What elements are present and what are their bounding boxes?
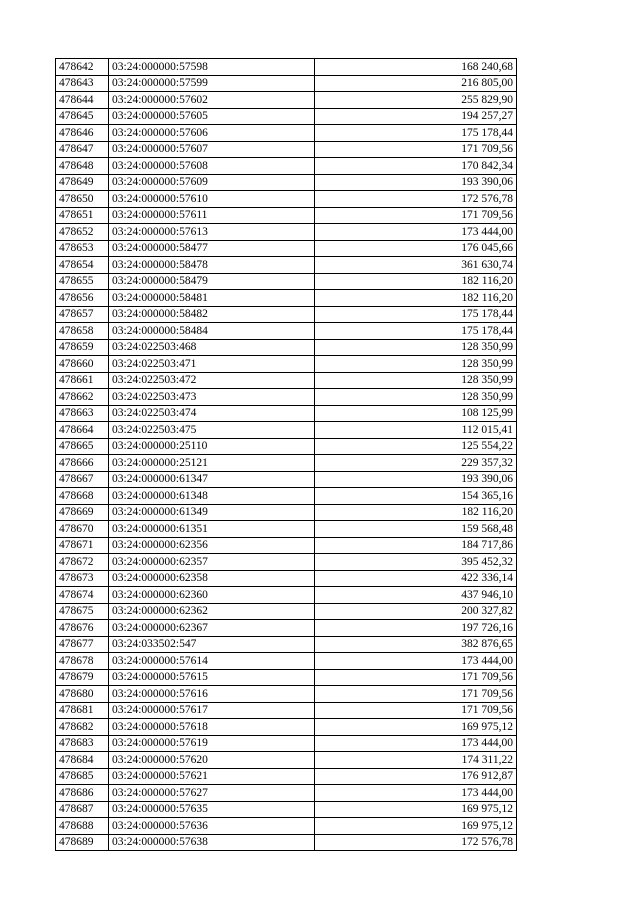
table-row [56,636,517,653]
table-row [56,504,517,521]
cadastral-value-cell: 173 444,00 [315,785,517,802]
table-row [56,257,517,274]
table-row [56,488,517,505]
table-row [56,834,517,851]
row-id-cell: 478647 [56,141,109,158]
table-row [56,702,517,719]
row-id-cell: 478654 [56,257,109,274]
row-id-cell: 478663 [56,405,109,422]
cadastral-value-cell: 382 876,65 [315,636,517,653]
table-row [56,768,517,785]
table-row [56,438,517,455]
cadastral-value-cell: 128 350,99 [315,339,517,356]
table-row [56,158,517,175]
row-id-cell: 478689 [56,834,109,851]
row-id-cell: 478683 [56,735,109,752]
cadastral-value-cell: 174 311,22 [315,752,517,769]
row-id-cell: 478652 [56,224,109,241]
cadastral-number-cell: 03:24:000000:58484 [109,323,315,340]
cadastral-value-cell: 176 045,66 [315,240,517,257]
cadastral-number-cell: 03:24:000000:57599 [109,75,315,92]
cadastral-number-cell: 03:24:000000:57616 [109,686,315,703]
cadastral-number-cell: 03:24:000000:57605 [109,108,315,125]
cadastral-number-cell: 03:24:000000:58482 [109,306,315,323]
cadastral-number-cell: 03:24:000000:58477 [109,240,315,257]
cadastral-number-cell: 03:24:000000:57620 [109,752,315,769]
cadastral-number-cell: 03:24:000000:25110 [109,438,315,455]
table-row [56,240,517,257]
cadastral-value-cell: 194 257,27 [315,108,517,125]
table-row [56,521,517,538]
row-id-cell: 478667 [56,471,109,488]
cadastral-number-cell: 03:24:000000:57638 [109,834,315,851]
cadastral-number-cell: 03:24:000000:57619 [109,735,315,752]
table-row [56,735,517,752]
cadastral-number-cell: 03:24:022503:472 [109,372,315,389]
cadastral-number-cell: 03:24:000000:61348 [109,488,315,505]
cadastral-number-cell: 03:24:000000:57608 [109,158,315,175]
cadastral-value-cell: 169 975,12 [315,719,517,736]
row-id-cell: 478688 [56,818,109,835]
cadastral-value-cell: 159 568,48 [315,521,517,538]
cadastral-value-cell: 395 452,32 [315,554,517,571]
cadastral-number-cell: 03:24:000000:61347 [109,471,315,488]
row-id-cell: 478672 [56,554,109,571]
table-row [56,471,517,488]
row-id-cell: 478677 [56,636,109,653]
table-row [56,405,517,422]
cadastral-value-cell: 182 116,20 [315,273,517,290]
cadastral-number-cell: 03:24:000000:57614 [109,653,315,670]
table-row [56,372,517,389]
cadastral-number-cell: 03:24:000000:57602 [109,92,315,109]
cadastral-value-cell: 361 630,74 [315,257,517,274]
row-id-cell: 478679 [56,669,109,686]
cadastral-number-cell: 03:24:000000:57611 [109,207,315,224]
table-row [56,75,517,92]
cadastral-value-cell: 173 444,00 [315,224,517,241]
row-id-cell: 478655 [56,273,109,290]
cadastral-number-cell: 03:24:000000:62362 [109,603,315,620]
cadastral-value-cell: 171 709,56 [315,702,517,719]
row-id-cell: 478666 [56,455,109,472]
row-id-cell: 478673 [56,570,109,587]
table-row [56,125,517,142]
row-id-cell: 478649 [56,174,109,191]
cadastral-value-cell: 173 444,00 [315,653,517,670]
table-row [56,455,517,472]
table-row [56,785,517,802]
table-row [56,92,517,109]
cadastral-number-cell: 03:24:000000:57598 [109,59,315,76]
cadastral-number-cell: 03:24:000000:61351 [109,521,315,538]
row-id-cell: 478644 [56,92,109,109]
row-id-cell: 478684 [56,752,109,769]
cadastral-value-cell: 216 805,00 [315,75,517,92]
cadastral-value-cell: 173 444,00 [315,735,517,752]
table-row [56,587,517,604]
cadastral-number-cell: 03:24:000000:58478 [109,257,315,274]
cadastral-number-cell: 03:24:000000:57607 [109,141,315,158]
cadastral-value-cell: 176 912,87 [315,768,517,785]
cadastral-value-cell: 171 709,56 [315,686,517,703]
table-row [56,686,517,703]
row-id-cell: 478687 [56,801,109,818]
row-id-cell: 478674 [56,587,109,604]
table-row [56,191,517,208]
cadastral-value-cell: 184 717,86 [315,537,517,554]
row-id-cell: 478668 [56,488,109,505]
cadastral-value-cell: 108 125,99 [315,405,517,422]
row-id-cell: 478645 [56,108,109,125]
cadastral-number-cell: 03:24:033502:547 [109,636,315,653]
table-row [56,570,517,587]
cadastral-number-cell: 03:24:000000:62367 [109,620,315,637]
cadastral-number-cell: 03:24:000000:57621 [109,768,315,785]
table-row [56,224,517,241]
cadastral-value-cell: 193 390,06 [315,471,517,488]
cadastral-number-cell: 03:24:000000:57613 [109,224,315,241]
cadastral-value-cell: 171 709,56 [315,669,517,686]
row-id-cell: 478642 [56,59,109,76]
row-id-cell: 478664 [56,422,109,439]
row-id-cell: 478665 [56,438,109,455]
row-id-cell: 478670 [56,521,109,538]
cadastral-value-cell: 154 365,16 [315,488,517,505]
cadastral-value-cell: 182 116,20 [315,290,517,307]
row-id-cell: 478671 [56,537,109,554]
cadastral-number-cell: 03:24:022503:471 [109,356,315,373]
table-row [56,339,517,356]
row-id-cell: 478659 [56,339,109,356]
table-row [56,752,517,769]
table-row [56,653,517,670]
cadastral-number-cell: 03:24:000000:25121 [109,455,315,472]
cadastral-number-cell: 03:24:000000:57617 [109,702,315,719]
table-row [56,273,517,290]
table-row [56,537,517,554]
cadastral-number-cell: 03:24:000000:62356 [109,537,315,554]
cadastral-value-cell: 170 842,34 [315,158,517,175]
cadastral-value-cell: 182 116,20 [315,504,517,521]
cadastral-number-cell: 03:24:022503:474 [109,405,315,422]
cadastral-value-cell: 128 350,99 [315,389,517,406]
row-id-cell: 478675 [56,603,109,620]
row-id-cell: 478658 [56,323,109,340]
cadastral-number-cell: 03:24:000000:62357 [109,554,315,571]
cadastral-value-cell: 112 015,41 [315,422,517,439]
table-row [56,290,517,307]
cadastral-number-cell: 03:24:022503:475 [109,422,315,439]
table-row [56,356,517,373]
table-row [56,389,517,406]
table-row [56,719,517,736]
table-row [56,306,517,323]
cadastral-value-cell: 128 350,99 [315,372,517,389]
row-id-cell: 478660 [56,356,109,373]
row-id-cell: 478676 [56,620,109,637]
cadastral-number-cell: 03:24:000000:62360 [109,587,315,604]
cadastral-value-cell: 197 726,16 [315,620,517,637]
cadastral-number-cell: 03:24:000000:57627 [109,785,315,802]
row-id-cell: 478651 [56,207,109,224]
cadastral-value-cell: 128 350,99 [315,356,517,373]
cadastral-value-cell: 172 576,78 [315,834,517,851]
cadastral-value-cell: 169 975,12 [315,801,517,818]
cadastral-value-cell: 422 336,14 [315,570,517,587]
cadastral-value-cell: 125 554,22 [315,438,517,455]
table-row [56,323,517,340]
cadastral-number-cell: 03:24:000000:57609 [109,174,315,191]
row-id-cell: 478680 [56,686,109,703]
cadastral-value-cell: 169 975,12 [315,818,517,835]
cadastral-value-cell: 200 327,82 [315,603,517,620]
row-id-cell: 478657 [56,306,109,323]
row-id-cell: 478669 [56,504,109,521]
cadastral-number-cell: 03:24:000000:57636 [109,818,315,835]
cadastral-number-cell: 03:24:000000:57615 [109,669,315,686]
cadastral-value-cell: 172 576,78 [315,191,517,208]
table-row [56,141,517,158]
table-row [56,603,517,620]
table-row [56,801,517,818]
cadastral-value-cell: 193 390,06 [315,174,517,191]
row-id-cell: 478650 [56,191,109,208]
table-row [56,620,517,637]
row-id-cell: 478678 [56,653,109,670]
cadastral-value-cell: 175 178,44 [315,306,517,323]
cadastral-number-cell: 03:24:000000:58479 [109,273,315,290]
cadastral-number-cell: 03:24:000000:58481 [109,290,315,307]
row-id-cell: 478661 [56,372,109,389]
table-row [56,59,517,76]
row-id-cell: 478682 [56,719,109,736]
row-id-cell: 478653 [56,240,109,257]
row-id-cell: 478646 [56,125,109,142]
row-id-cell: 478681 [56,702,109,719]
cadastral-number-cell: 03:24:022503:473 [109,389,315,406]
cadastral-number-cell: 03:24:000000:61349 [109,504,315,521]
table-row [56,108,517,125]
table-body [56,59,517,851]
row-id-cell: 478686 [56,785,109,802]
cadastral-value-cell: 171 709,56 [315,141,517,158]
cadastral-value-cell: 229 357,32 [315,455,517,472]
cadastral-number-cell: 03:24:000000:57610 [109,191,315,208]
table-row [56,422,517,439]
cadastral-value-cell: 168 240,68 [315,59,517,76]
row-id-cell: 478648 [56,158,109,175]
table-row [56,669,517,686]
cadastral-value-cell: 175 178,44 [315,125,517,142]
cadastral-value-cell: 437 946,10 [315,587,517,604]
row-id-cell: 478643 [56,75,109,92]
table-row [56,174,517,191]
cadastral-value-cell: 255 829,90 [315,92,517,109]
table-row [56,818,517,835]
cadastral-value-cell: 175 178,44 [315,323,517,340]
row-id-cell: 478656 [56,290,109,307]
table-row [56,554,517,571]
row-id-cell: 478662 [56,389,109,406]
cadastral-number-cell: 03:24:000000:57606 [109,125,315,142]
cadastral-number-cell: 03:24:000000:57635 [109,801,315,818]
table-row [56,207,517,224]
cadastral-number-cell: 03:24:000000:57618 [109,719,315,736]
cadastral-number-cell: 03:24:022503:468 [109,339,315,356]
cadastral-number-cell: 03:24:000000:62358 [109,570,315,587]
cadastral-value-table [55,58,517,851]
cadastral-value-cell: 171 709,56 [315,207,517,224]
row-id-cell: 478685 [56,768,109,785]
